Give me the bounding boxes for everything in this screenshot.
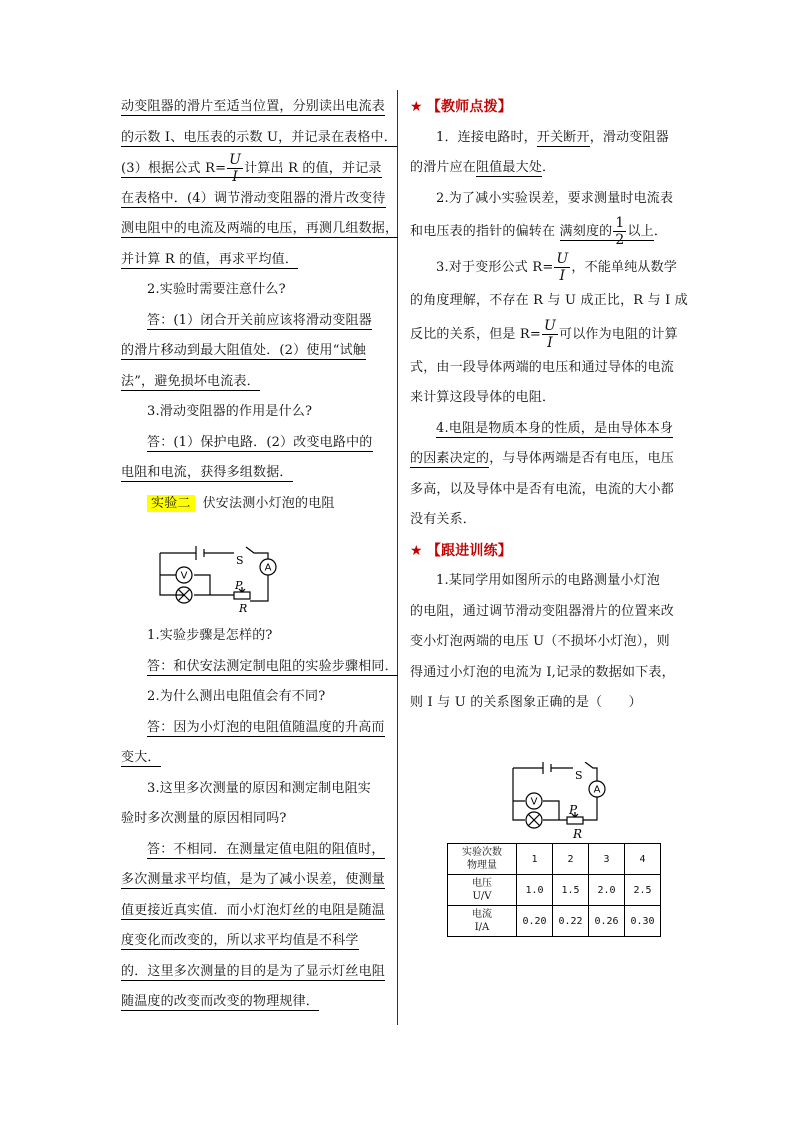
teacher-tips-heading: 【教师点拨】	[426, 99, 512, 115]
text: 反比的关系，但是 R=	[410, 326, 542, 342]
text-line	[121, 865, 389, 896]
text-line	[121, 245, 389, 276]
answer-text: 的滑片移动到最大阻值处．(2）使用“试触	[121, 343, 366, 358]
key-phrase: 的因素决定的	[410, 451, 490, 466]
fraction-numerator: U	[544, 317, 557, 334]
table-row	[448, 844, 661, 875]
text: 3.对于变形公式 R=	[436, 260, 554, 275]
resistor-label: R	[239, 602, 248, 615]
section-heading	[410, 536, 675, 567]
header-text: I/A	[474, 922, 490, 933]
text: 和电压表的指针的偏转在	[410, 224, 560, 239]
text-line: 则 I 与 U 的关系图象正确的是（ ）	[410, 695, 642, 710]
row-header	[448, 906, 517, 937]
answer-text: 在表格中．(4）调节滑动变阻器的滑片改变待	[121, 190, 386, 206]
text-line	[121, 428, 389, 459]
table-cell: 1	[517, 844, 553, 875]
answer-text: 测电阻中的电流及两端的电压，再测几组数据，	[121, 221, 399, 236]
switch-label: S	[575, 769, 583, 782]
table-row	[448, 906, 661, 937]
text-line	[121, 652, 398, 683]
experiment-tag: 实验二	[147, 495, 195, 512]
text-line	[410, 414, 675, 445]
text-line: 的电阻，通过调节滑动变阻器滑片的位置来改	[410, 603, 675, 619]
answer-text: 值更接近真实值．而小灯泡灯丝的电阻是随温	[121, 902, 386, 918]
answer-text: 答：和伏安法测定制电阻的实验步骤相同．	[147, 658, 398, 674]
text-line	[121, 336, 389, 367]
answer-text: 答：因为小灯泡的电阻值随温度的升高而	[147, 719, 385, 735]
answer-text: 度变化而改变的，所以求平均值是不科学	[121, 933, 359, 948]
formula-line	[410, 317, 678, 353]
step-question-2: 2.为什么测出电阻值会有不同?	[147, 689, 326, 704]
header-text: 物理量	[467, 860, 497, 871]
half-fraction	[613, 216, 626, 247]
text: 满刻度的	[559, 224, 613, 239]
text-line: 的角度理解，不存在 R 与 U 成正比，R 与 I 成	[410, 293, 688, 308]
text-line	[121, 926, 389, 957]
header-text: U/V	[472, 891, 492, 902]
step-question-1: 1.实验步骤是怎样的?	[147, 628, 273, 643]
text-line	[121, 214, 399, 245]
text: 可以作为电阻的计算	[559, 326, 678, 342]
section-heading	[410, 92, 675, 123]
answer-text: 的示数 I、电压表的示数 U，并记录在表格中．	[121, 129, 397, 145]
text: 的滑片应在	[410, 160, 477, 175]
answer-text: (3）根据公式 R=	[121, 161, 227, 176]
text-line	[410, 153, 675, 184]
left-column-lower	[121, 621, 398, 1018]
table-cell: 2.5	[625, 875, 661, 906]
question-3: 3.滑动变阻器的作用是什么?	[147, 404, 313, 419]
table-cell: 2.0	[589, 875, 625, 906]
left-column	[121, 92, 399, 519]
practice-heading: 【跟进训练】	[426, 542, 512, 559]
answer-text: 计算出 R 的值，并记录	[244, 161, 382, 176]
voltmeter-label: V	[530, 796, 538, 808]
experiment-heading	[121, 489, 389, 520]
voltmeter-label: V	[180, 570, 188, 582]
text-line: 多高，以及导体中是否有电流，电流的大小都	[410, 481, 675, 497]
text-line	[121, 367, 389, 398]
table-cell: 0.20	[517, 906, 553, 937]
answer-text: 答：(1）闭合开关前应该将滑动变阻器	[147, 312, 372, 328]
text-line	[121, 123, 397, 154]
right-column	[410, 92, 688, 719]
experiment-title: 伏安法测小灯泡的电阻	[202, 495, 335, 511]
answer-text: 的．这里多次测量的目的是为了显示灯丝电阻	[121, 963, 386, 979]
formula-line	[410, 250, 678, 286]
key-phrase: 开关断开	[536, 129, 590, 145]
star-icon: ★	[410, 542, 423, 559]
text-line	[121, 184, 389, 215]
table-row	[448, 875, 661, 906]
fraction-denominator: I	[232, 169, 239, 185]
measurement-table	[447, 843, 661, 937]
text-line	[121, 713, 389, 744]
answer-text: 随温度的改变而改变的物理规律．	[121, 994, 320, 1009]
step-question-3: 3.这里多次测量的原因和测定制电阻实	[147, 780, 372, 796]
resistor-label: R	[573, 827, 583, 840]
text-line: 得通过小灯泡的电流为 I,记录的数据如下表，	[410, 664, 675, 680]
question-2: 2.实验时需要注意什么?	[147, 282, 286, 297]
text: ．	[653, 224, 668, 239]
text-line	[121, 835, 389, 866]
text-line: 来计算这段导体的电阻．	[410, 390, 556, 405]
text: ．	[542, 160, 556, 175]
step-question-3-cont: 验时多次测量的原因相同吗?	[121, 811, 287, 826]
text-line	[121, 987, 389, 1018]
text-line: 式，由一段导体两端的电压和通过导体的电流	[410, 359, 675, 375]
answer-text: 法”，避免损坏电流表．	[121, 373, 260, 389]
fraction-numerator: 1	[615, 215, 625, 231]
text-line	[410, 214, 675, 250]
formula-line	[121, 153, 389, 184]
answer-text: 答：不相同．在测量定值电阻的阻值时，	[147, 841, 385, 857]
text-line: 2.为了减小实验误差，要求测量时电流表	[436, 190, 674, 206]
formula-fraction	[227, 153, 243, 184]
formula-fraction	[554, 252, 570, 283]
header-text: 实验次数	[462, 847, 502, 858]
text-line: 变小灯泡两端的电压 U（不损坏小灯泡），则	[410, 634, 670, 649]
key-phrase: 阻值最大处	[476, 160, 543, 175]
answer-text: 多次测量求平均值，是为了减小误差，使测量	[121, 872, 386, 887]
table-corner-header	[448, 844, 517, 875]
text: ，滑动变阻器	[589, 129, 669, 145]
text-line	[410, 444, 675, 475]
text-line	[121, 957, 389, 988]
text-line	[121, 896, 389, 927]
table-cell: 2	[553, 844, 589, 875]
text-line	[121, 306, 389, 337]
table-cell: 0.22	[553, 906, 589, 937]
fraction-numerator: U	[229, 152, 242, 168]
fraction-denominator: I	[547, 334, 553, 351]
table-cell: 1.0	[517, 875, 553, 906]
text-line	[121, 92, 389, 123]
text-line: 1.某同学用如图所示的电路测量小灯泡	[436, 573, 661, 588]
row-header	[448, 875, 517, 906]
text-line	[410, 123, 675, 154]
switch-label: S	[236, 554, 244, 567]
header-text: 电压	[472, 878, 492, 889]
answer-text: 并计算 R 的值，再求平均值．	[121, 251, 299, 267]
table-cell: 1.5	[553, 875, 589, 906]
key-phrase: 4.电阻是物质本身的性质，是由导体本身	[436, 420, 674, 436]
text: ，与导体两端是否有电压，电压	[489, 451, 675, 466]
text-line	[121, 743, 389, 774]
text: 1．连接电路时，	[436, 129, 537, 145]
ammeter-label: A	[264, 562, 272, 574]
circuit-diagram-left	[150, 543, 290, 615]
answer-text: 答：(1）保护电路．(2）改变电路中的	[147, 434, 373, 450]
header-text: 电流	[472, 909, 492, 920]
text-line	[121, 458, 389, 489]
ammeter-label: A	[593, 784, 601, 796]
circuit-diagram-right	[503, 762, 621, 840]
fraction-numerator: U	[556, 251, 569, 267]
fraction-denominator: 2	[615, 232, 625, 248]
text: ，不能单纯从数学	[571, 260, 678, 275]
text-line: 没有关系．	[410, 512, 477, 527]
table-cell: 0.26	[589, 906, 625, 937]
answer-text: 动变阻器的滑片至适当位置，分别读出电流表	[121, 99, 386, 114]
formula-fraction	[542, 319, 558, 350]
slider-label: P	[569, 803, 578, 817]
table-cell: 4	[625, 844, 661, 875]
table-cell: 0.30	[625, 906, 661, 937]
text: 以上	[627, 224, 654, 239]
answer-text: 变大．	[121, 750, 161, 765]
answer-text: 电阻和电流，获得多组数据．	[121, 465, 293, 480]
slider-label: P	[235, 579, 243, 592]
star-icon: ★	[410, 99, 423, 115]
table-cell: 3	[589, 844, 625, 875]
fraction-denominator: I	[559, 268, 566, 284]
